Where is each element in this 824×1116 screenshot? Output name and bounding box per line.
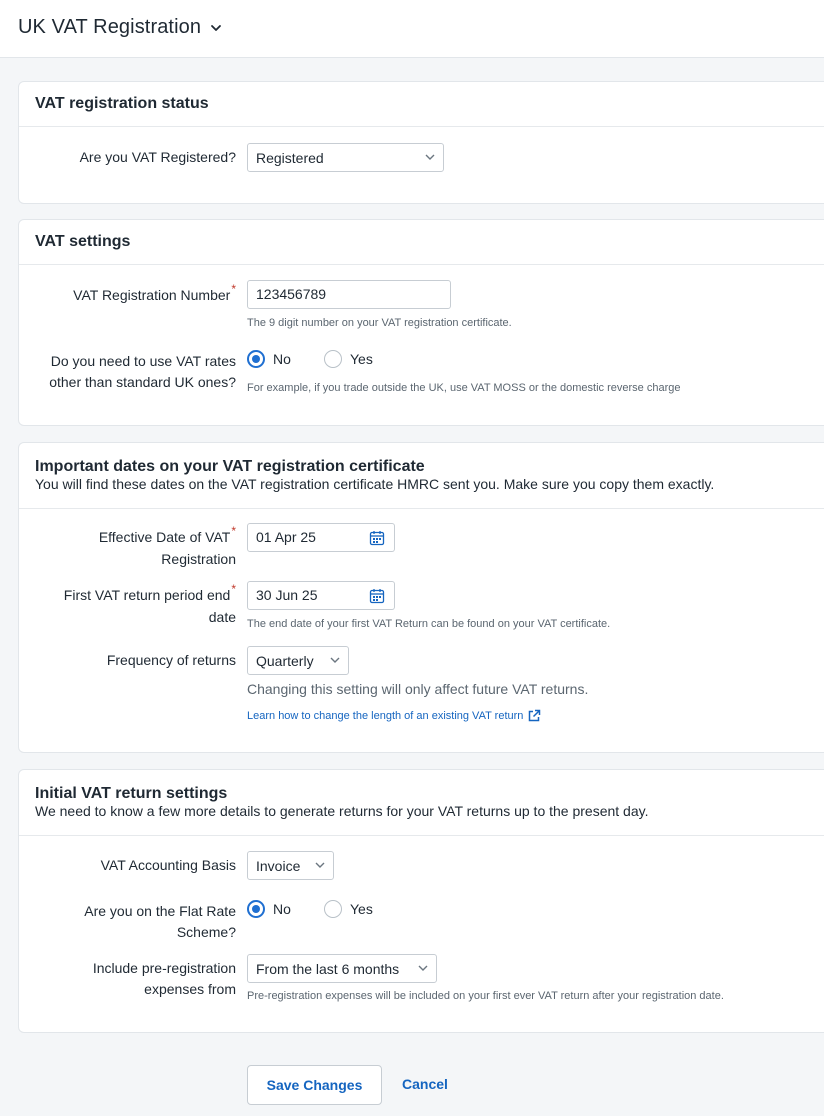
label-text: VAT Registration Number * xyxy=(73,287,236,303)
label-line: Registration xyxy=(161,551,236,567)
radio-label: Yes xyxy=(350,351,373,367)
label-line: date xyxy=(208,609,236,625)
chevron-down-icon xyxy=(209,21,223,35)
label-line: other than standard UK ones? xyxy=(49,374,236,390)
radio-unselected-icon xyxy=(324,350,342,368)
label-line: Scheme? xyxy=(176,924,236,940)
label-line: Effective Date of VAT * xyxy=(99,529,236,545)
frequency-label: Frequency of returns xyxy=(106,652,236,668)
page-header xyxy=(0,0,824,58)
card-header xyxy=(19,443,824,509)
effective-date-label xyxy=(16,527,236,570)
radio-label: No xyxy=(273,901,291,917)
effective-date-input[interactable]: 01 Apr 25 xyxy=(247,523,360,552)
select-value: Registered xyxy=(256,149,324,166)
external-link-icon xyxy=(527,709,541,723)
select-value: From the last 6 months xyxy=(256,960,400,977)
card-title: Important dates on your VAT registration certificate xyxy=(35,458,425,475)
flat-rate-radio-yes[interactable] xyxy=(324,900,373,918)
select-value: Quarterly xyxy=(256,652,314,669)
chevron-down-icon xyxy=(425,154,435,161)
first-return-date-label xyxy=(16,585,236,628)
vat-registration-number-input[interactable]: 123456789 xyxy=(247,280,451,309)
first-return-date-picker-button[interactable] xyxy=(359,581,395,610)
chevron-down-icon xyxy=(418,965,428,972)
accounting-basis-label: VAT Accounting Basis xyxy=(100,857,236,873)
learn-change-length-link[interactable] xyxy=(247,709,541,723)
vat-registration-number-label xyxy=(16,285,236,307)
frequency-select[interactable] xyxy=(247,646,349,675)
card-title: Initial VAT return settings xyxy=(35,785,228,802)
vat-rates-hint: For example, if you trade outside the UK, use VAT MOSS or the domestic reverse charge xyxy=(247,382,681,394)
link-text: Learn how to change the length of an existing VAT return xyxy=(247,710,524,722)
pre-registration-select[interactable] xyxy=(247,954,437,983)
first-return-date-hint: The end date of your first VAT Return can be found on your VAT certificate. xyxy=(247,618,611,630)
radio-selected-icon xyxy=(247,900,265,918)
vat-rates-label xyxy=(16,351,236,393)
vat-rates-radio-yes[interactable] xyxy=(324,350,373,368)
radio-label: Yes xyxy=(350,901,373,917)
pre-registration-hint: Pre-registration expenses will be included on your first ever VAT return after your registration date. xyxy=(247,990,724,1002)
vat-rates-radio-no[interactable] xyxy=(247,350,291,368)
card-title: VAT settings xyxy=(35,233,131,250)
label-line: Do you need to use VAT rates xyxy=(50,353,236,369)
label-line: First VAT return period end * xyxy=(64,587,236,603)
label-line: Include pre-registration xyxy=(92,960,236,976)
radio-selected-icon xyxy=(247,350,265,368)
cancel-link[interactable]: Cancel xyxy=(402,1076,448,1092)
effective-date-picker-button[interactable] xyxy=(359,523,395,552)
vat-registered-label: Are you VAT Registered? xyxy=(79,149,236,165)
first-return-date-input[interactable]: 30 Jun 25 xyxy=(247,581,360,610)
chevron-down-icon xyxy=(315,862,325,869)
calendar-icon xyxy=(369,530,385,546)
flat-rate-label xyxy=(16,901,236,943)
vat-registered-select[interactable] xyxy=(247,143,444,172)
card-header xyxy=(19,82,824,127)
card-title: VAT registration status xyxy=(35,95,209,112)
pre-registration-label xyxy=(16,958,236,1000)
page-title-dropdown[interactable] xyxy=(18,16,223,39)
chevron-down-icon xyxy=(330,657,340,664)
select-value: Invoice xyxy=(256,857,301,874)
radio-unselected-icon xyxy=(324,900,342,918)
save-changes-button[interactable]: Save Changes xyxy=(247,1065,382,1105)
frequency-hint: Changing this setting will only affect future VAT returns. xyxy=(247,681,589,697)
page-title: UK VAT Registration xyxy=(18,16,202,38)
label-line: Are you on the Flat Rate xyxy=(84,903,236,919)
radio-label: No xyxy=(273,351,291,367)
label-line: expenses from xyxy=(144,981,236,997)
card-subtitle: You will find these dates on the VAT registration certificate HMRC sent you. Make sure you copy them exactly. xyxy=(35,476,715,492)
accounting-basis-select[interactable] xyxy=(247,851,334,880)
card-subtitle: We need to know a few more details to generate returns for your VAT returns up to the present day. xyxy=(35,803,649,819)
card-header xyxy=(19,770,824,836)
calendar-icon xyxy=(369,588,385,604)
vat-registration-number-hint: The 9 digit number on your VAT registration certificate. xyxy=(247,317,512,329)
flat-rate-radio-no[interactable] xyxy=(247,900,291,918)
card-header xyxy=(19,220,824,265)
